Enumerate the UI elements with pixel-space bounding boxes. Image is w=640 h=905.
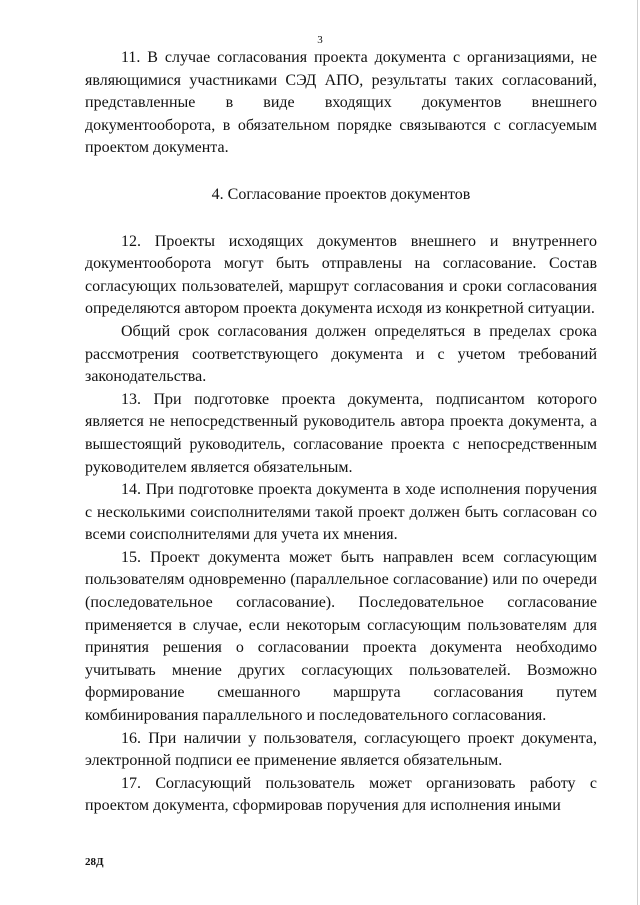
paragraph-16: 16. При наличии у пользователя, согласующего проект документа, электронной подписи ее применение является обязательным.	[85, 729, 597, 770]
paragraph-13: 13. При подготовке проекта документа, подписантом которого является не непосредственный руководитель автора проекта документа, а вышестоящий руководитель, согласование проекта с непосредственным руководителем является обязательным.	[85, 390, 597, 476]
footer-document-code: 28Д	[85, 856, 104, 868]
paragraph-12-continued: Общий срок согласования должен определяться в пределах срока рассмотрения соответствующего документа и с учетом требований законодательства.	[85, 322, 597, 386]
paragraph-14: 14. При подготовке проекта документа в ходе исполнения поручения с несколькими соисполнителями такой проект должен быть согласован со всеми соисполнителями для учета их мнения.	[85, 481, 597, 544]
document-body	[85, 47, 597, 818]
page-number: 3	[317, 34, 323, 46]
paragraph-17: 17. Согласующий пользователь может организовать работу с проектом документа, сформировав поручения для исполнения иными	[85, 774, 597, 815]
paragraph-11: 11. В случае согласования проекта документа с организациями, не являющимися участниками СЭД АПО, результаты таких согласований, представленные в виде входящих документов внешнего документооборота, в обязательном порядке связываются с согласуемым проектом документа.	[85, 49, 597, 157]
section-heading: 4. Согласование проектов документов	[211, 185, 471, 203]
paragraph-12: 12. Проекты исходящих документов внешнего и внутреннего документооборота могут быть отправлены на согласование. Состав согласующих пользователей, маршрут согласования и сроки согласования определяются автором проекта документа исходя из конкретной ситуации.	[85, 232, 597, 318]
scan-edge-line	[637, 0, 638, 905]
paragraph-15: 15. Проект документа может быть направлен всем согласующим пользователям одновременно (параллельное согласование) или по очереди (последовательное согласование). Последовательное согласование применяется в случае, если некоторым согласующим пользователям для принятия решения о согласовании проекта документа необходимо учитывать мнение других согласующих пользователей. Возможно формирование смешанного маршрута согласования путем комбинирования параллельного и последовательного согласования.	[85, 548, 597, 725]
